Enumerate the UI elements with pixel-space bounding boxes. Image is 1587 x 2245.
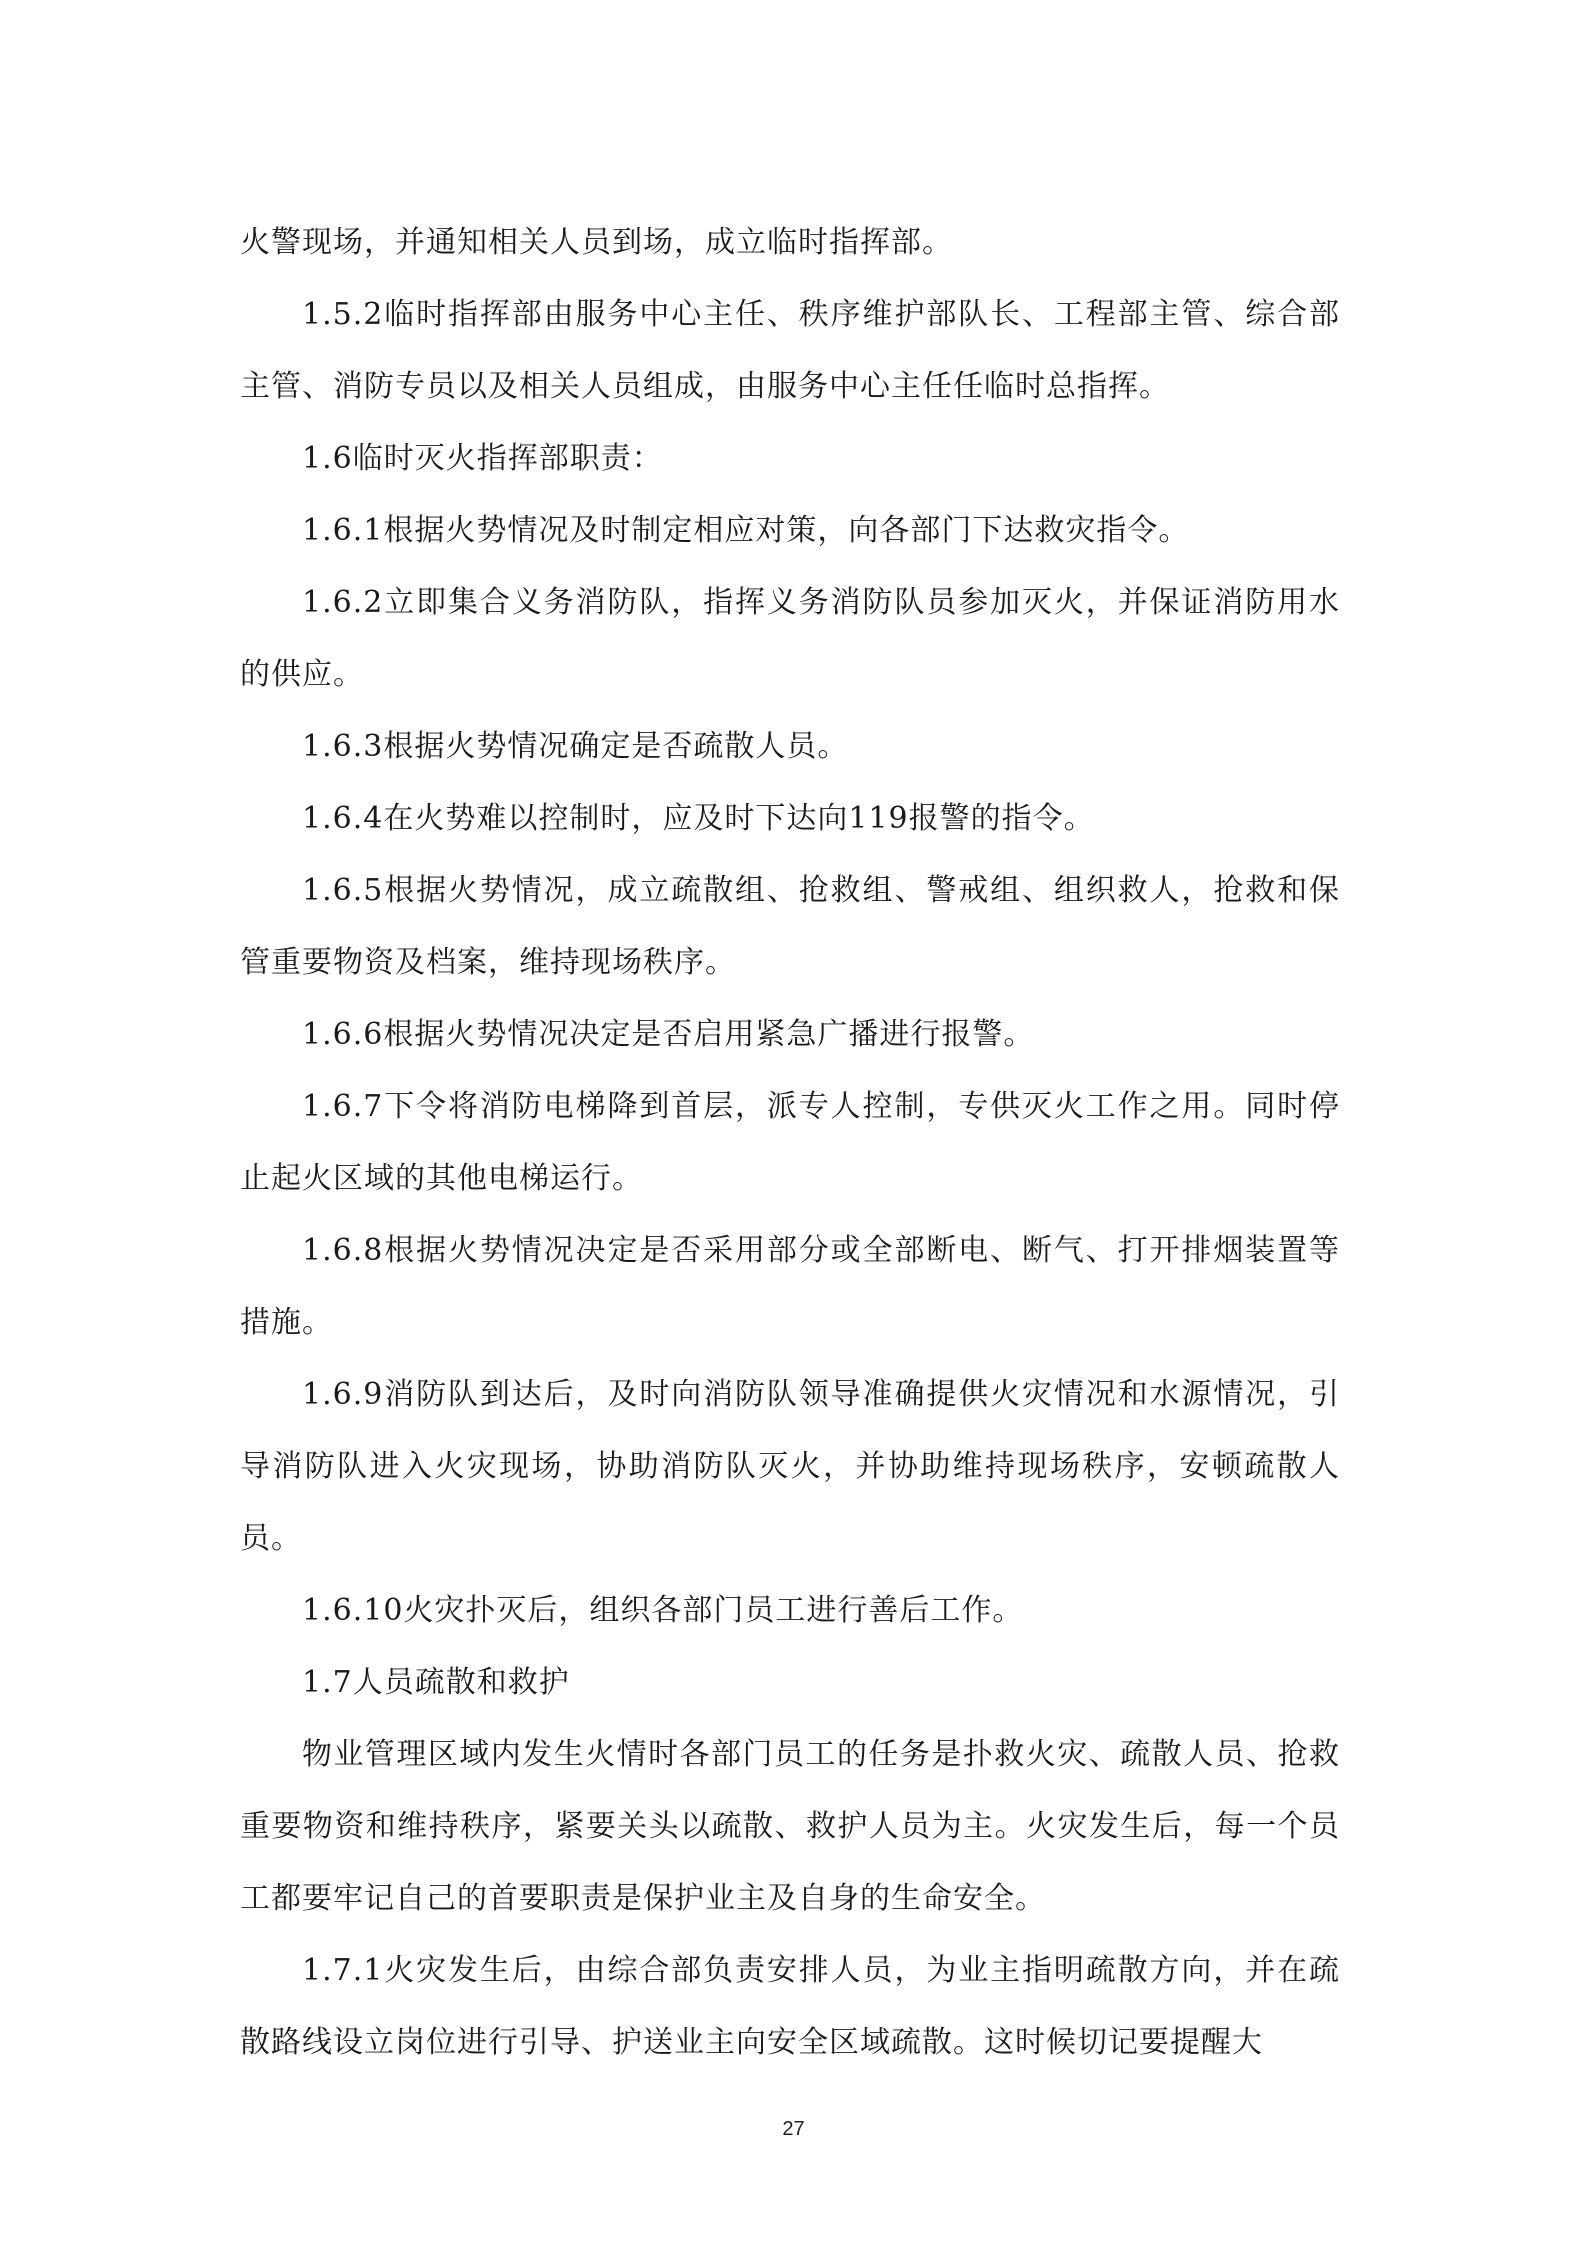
paragraph: 1.6.8根据火势情况决定是否采用部分或全部断电、断气、打开排烟装置等措施。 bbox=[240, 1233, 1340, 1340]
body-text bbox=[240, 207, 1340, 2079]
page-number: 27 bbox=[782, 2118, 805, 2140]
paragraph: 1.6.10火灾扑灭后，组织各部门员工进行善后工作。 bbox=[302, 1593, 1024, 1628]
paragraph: 火警现场，并通知相关人员到场，成立临时指挥部。 bbox=[240, 225, 953, 260]
paragraph: 1.6.7下令将消防电梯降到首层，派专人控制，专供灭火工作之用。同时停止起火区域的其他电梯运行。 bbox=[240, 1089, 1340, 1196]
paragraph: 1.7.1火灾发生后，由综合部负责安排人员，为业主指明疏散方向，并在疏散路线设立岗位进行引导、护送业主向安全区域疏散。这时候切记要提醒大 bbox=[240, 1953, 1340, 2060]
paragraph: 1.6.4在火势难以控制时，应及时下达向119报警的指令。 bbox=[302, 801, 1095, 836]
paragraph: 1.6.3根据火势情况确定是否疏散人员。 bbox=[302, 729, 849, 764]
paragraph: 1.6.9消防队到达后，及时向消防队领导准确提供火灾情况和水源情况，引导消防队进入火灾现场，协助消防队灭火，并协助维持现场秩序，安顿疏散人员。 bbox=[240, 1377, 1340, 1556]
section-heading: 1.7人员疏散和救护 bbox=[302, 1665, 570, 1700]
paragraph: 物业管理区域内发生火情时各部门员工的任务是扑救火灾、疏散人员、抢救重要物资和维持秩序，紧要关头以疏散、救护人员为主。火灾发生后，每一个员工都要牢记自己的首要职责是保护业主及自身的生命安全。 bbox=[240, 1737, 1340, 1916]
paragraph: 1.6.1根据火势情况及时制定相应对策，向各部门下达救灾指令。 bbox=[302, 513, 1190, 548]
paragraph: 1.6.6根据火势情况决定是否启用紧急广播进行报警。 bbox=[302, 1017, 1035, 1052]
section-heading: 1.6临时灭火指挥部职责： bbox=[302, 441, 663, 476]
paragraph: 1.6.2立即集合义务消防队，指挥义务消防队员参加灭火，并保证消防用水的供应。 bbox=[240, 585, 1340, 692]
paragraph: 1.6.5根据火势情况，成立疏散组、抢救组、警戒组、组织救人，抢救和保管重要物资及档案，维持现场秩序。 bbox=[240, 873, 1340, 980]
paragraph: 1.5.2临时指挥部由服务中心主任、秩序维护部队长、工程部主管、综合部主管、消防专员以及相关人员组成，由服务中心主任任临时总指挥。 bbox=[240, 297, 1340, 404]
